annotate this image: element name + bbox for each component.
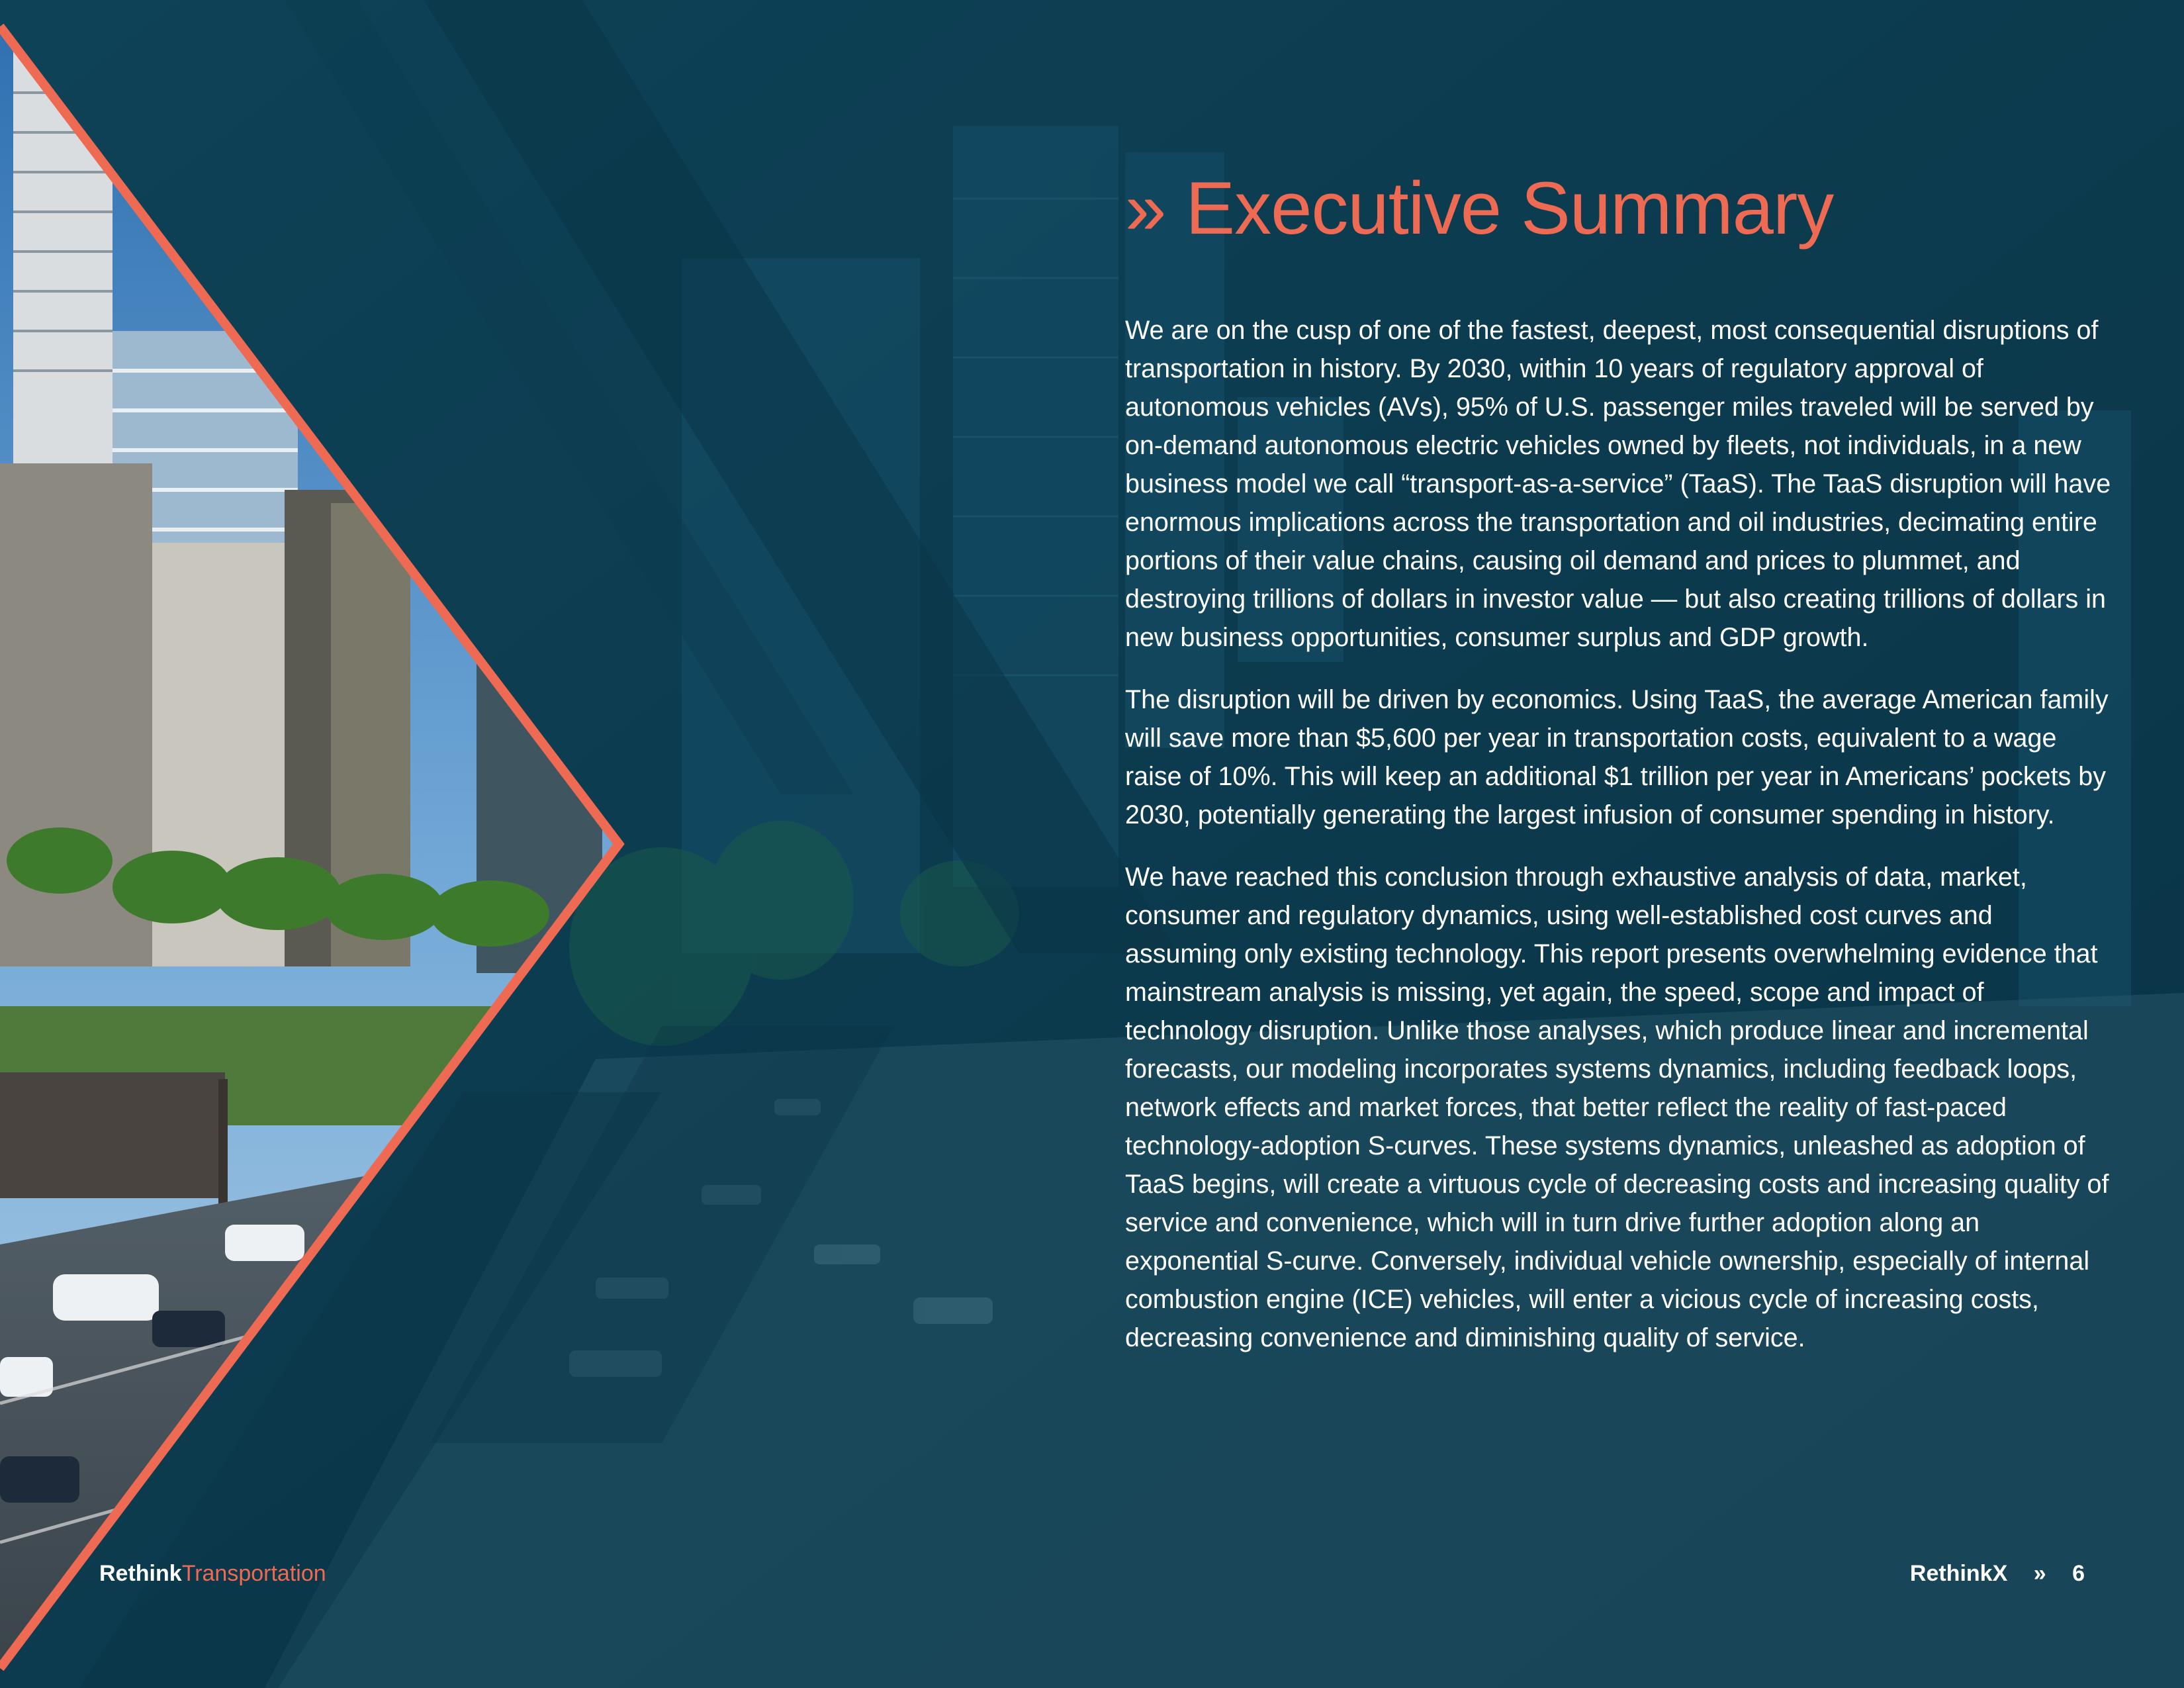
publisher-name: RethinkX: [1909, 1561, 2008, 1586]
page-number: 6: [2072, 1561, 2085, 1586]
page-title: » Executive Summary: [1125, 167, 1834, 250]
brand-suffix: Transportation: [181, 1561, 326, 1586]
paragraph-2: The disruption will be driven by economics. Using TaaS, the average American family will save more than $5,600 per year in transportation costs, equivalent to a wage raise of 10%. This will keep an additional $1 trillion per year in Americans’ pockets by 2030, potentially generating the largest infusion of consumer spending in history.: [1125, 685, 2109, 829]
summary-body: [1125, 311, 2111, 1381]
paragraph-1: We are on the cusp of one of the fastest, deepest, most consequential disruptions of transportation in history. By 2030, within 10 years of regulatory approval of autonomous vehicles (AVs), 95% of U.S. passenger miles traveled will be served by on-demand autonomous electric vehicles owned by fleets, not individuals, in a new business model we call “transport-as-a-service” (TaaS). The TaaS disruption will have enormous implications across the transportation and oil industries, decimating entire portions of their value chains, causing oil demand and prices to plummet, and destroying trillions of dollars in investor value — but also creating trillions of dollars in new business opportunities, consumer surplus and GDP growth.: [1125, 316, 2111, 652]
footer-page-info: [1910, 1561, 2085, 1587]
footer-separator: »: [2033, 1561, 2046, 1586]
brand-prefix: Rethink: [99, 1561, 182, 1586]
footer-brand: [99, 1561, 326, 1587]
paragraph-3: We have reached this conclusion through exhaustive analysis of data, market, consumer and regulatory dynamics, using well-established cost curves and assuming only existing technology. This report presents overwhelming evidence that mainstream analysis is missing, yet again, the speed, scope and impact of technology disruption. Unlike those analyses, which produce linear and incremental forecasts, our modeling incorporates systems dynamics, including feedback loops, network effects and market forces, that better reflect the reality of fast-paced technology-adoption S-curves. These systems dynamics, unleashed as adoption of TaaS begins, will create a virtuous cycle of decreasing costs and increasing quality of service and convenience, which will in turn drive further adoption along an exponential S-curve. Conversely, individual vehicle ownership, especially of internal combustion engine (ICE) vehicles, will enter a vicious cycle of increasing costs, decreasing convenience and diminishing quality of service.: [1125, 863, 2109, 1352]
